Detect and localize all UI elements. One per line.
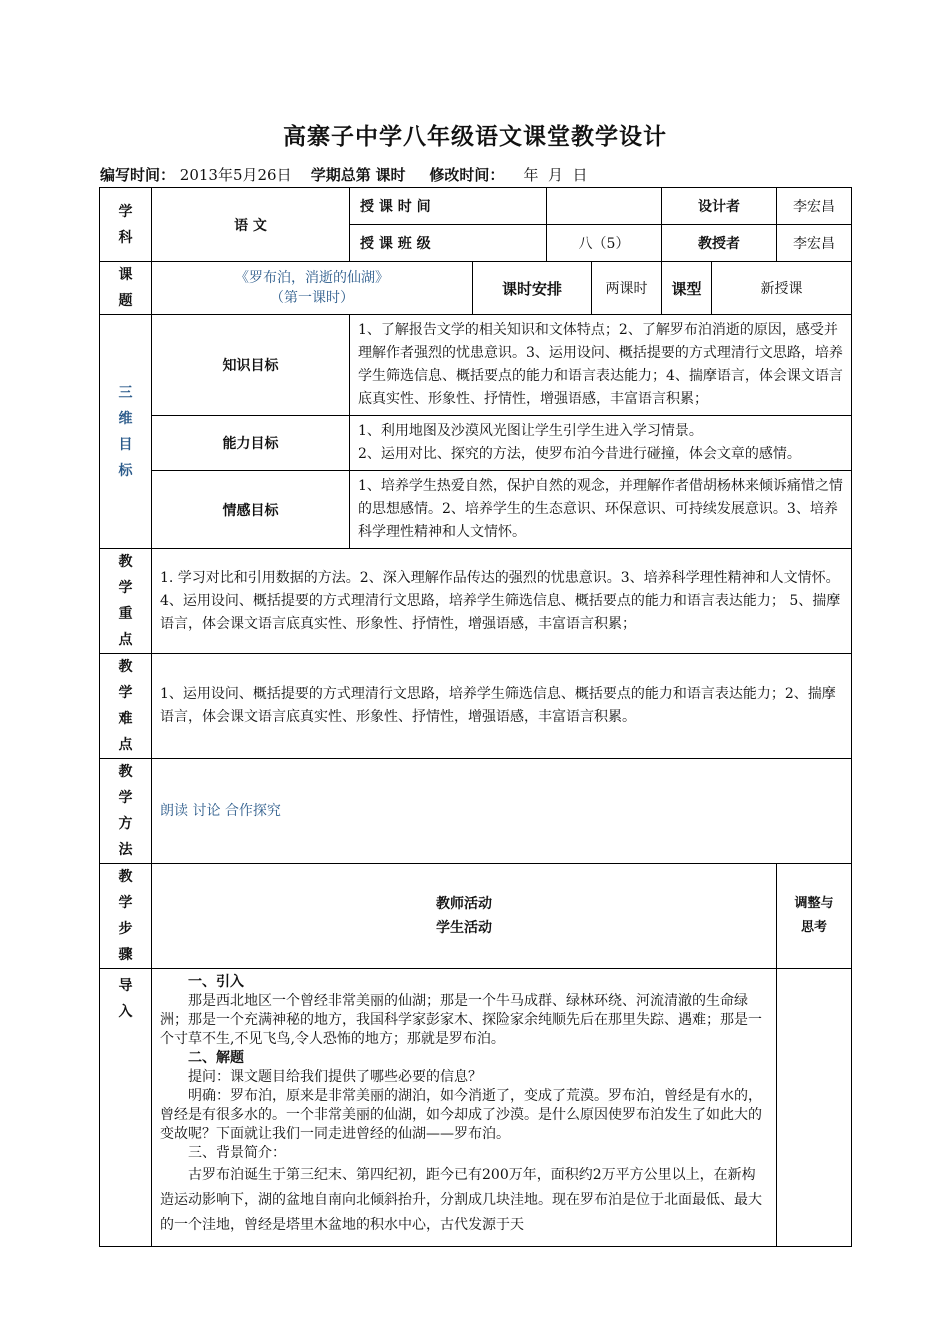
write-time-label: 编写时间： <box>100 166 176 184</box>
adjust-line-2: 思考 <box>800 920 827 935</box>
key-points-text: 1. 学习对比和引用数据的方法。2、深入理解作品传达的强烈的忧患意识。3、培养科学理性精神和人文情怀。4、运用设问、概括提要的方式理清行文思路，培养学生筛选信息、概括要点的能力和语言表达能力； 5、揣摩语言，体会课文语言底真实性、形象性、抒情性，增强语感，丰富语言积累； <box>152 549 852 654</box>
adjust-line-1: 调整与 <box>794 896 834 911</box>
designer-value: 李宏昌 <box>777 188 852 225</box>
goals-label-cell <box>100 315 152 549</box>
teacher-value: 李宏昌 <box>777 225 852 262</box>
intro-paragraph-3: 明确：罗布泊，原来是非常美丽的湖泊，如今消逝了，变成了荒漠。罗布泊，曾经是有水的，曾经是有很多水的。一个非常美丽的仙湖，如今却成了沙漠。是什么原因使罗布泊发生了如此大的变故呢？下面就让我们一同走进曾经的仙湖——罗布泊。 <box>160 1088 762 1142</box>
page-title: 高寨子中学八年级语文课堂教学设计 <box>283 124 667 150</box>
student-activity-label: 学生活动 <box>436 920 492 936</box>
goals-label: 三维目标 <box>118 384 133 479</box>
intro-label: 导入 <box>118 978 133 1020</box>
intro-paragraph-1: 那是西北地区一个曾经非常美丽的仙湖；那是一个牛马成群、绿林环绕、河流清澈的生命绿洲；那是一个充满神秘的地方，我国科学家彭家木、探险家余纯顺先后在那里失踪、遇难；那是一个寸草不生,不见飞鸟,令人恐怖的地方；那就是罗布泊。 <box>160 993 762 1047</box>
time-label: 授 课 时 间 <box>350 188 547 225</box>
intro-heading-2: 二、解题 <box>188 1050 244 1066</box>
steps-label: 教学步骤 <box>118 869 133 963</box>
subject-value: 语 文 <box>152 188 350 262</box>
intro-label-cell <box>100 969 152 1247</box>
modify-value: 年 月 日 <box>523 166 588 184</box>
emotion-label: 情感目标 <box>152 471 350 549</box>
methods-label-cell <box>100 759 152 864</box>
type-label: 课型 <box>662 262 712 315</box>
topic-label: 课题 <box>118 267 133 309</box>
intro-heading-1: 一、引入 <box>188 974 244 990</box>
lesson-plan-table <box>99 187 852 1247</box>
arrange-label: 课时安排 <box>473 262 592 315</box>
difficulties-text: 1、运用设问、概括提要的方式理清行文思路，培养学生筛选信息、概括要点的能力和语言表达能力；2、揣摩语言，体会课文语言底真实性、形象性、抒情性，增强语感，丰富语言积累。 <box>152 654 852 759</box>
term-label: 学期总第 <box>310 166 371 184</box>
key-points-label: 教学重点 <box>118 554 133 648</box>
teacher-activity-label: 教师活动 <box>436 896 492 912</box>
designer-label: 设计者 <box>662 188 777 225</box>
intro-heading-3: 三、背景简介： <box>188 1145 286 1161</box>
class-value: 八（5） <box>547 225 662 262</box>
adjust-header <box>777 864 852 969</box>
knowledge-label: 知识目标 <box>152 315 350 416</box>
modify-label: 修改时间： <box>429 166 505 184</box>
topic-title: 《罗布泊，消逝的仙湖》 <box>235 270 389 286</box>
class-label: 授 课 班 级 <box>350 225 547 262</box>
topic-label-cell <box>100 262 152 315</box>
type-value: 新授课 <box>712 262 852 315</box>
subject-label-cell <box>100 188 152 262</box>
activities-header <box>152 864 777 969</box>
ability-line-1: 1、利用地图及沙漠风光图让学生引学生进入学习情景。 <box>358 423 703 439</box>
intro-paragraph-4: 古罗布泊诞生于第三纪末、第四纪初，距今已有200万年，面积约2万平方公里以上，在新构造运动影响下，湖的盆地自南向北倾斜抬升，分割成几块洼地。现在罗布泊是位于北面最低、最大的一个洼地，曾经是塔里木盆地的积水中心，古代发源于天 <box>160 1167 762 1233</box>
intro-content <box>152 969 777 1247</box>
time-value <box>547 188 662 225</box>
knowledge-text: 1、了解报告文学的相关知识和文体特点；2、了解罗布泊消逝的原因，感受并理解作者强烈的忧患意识。3、运用设问、概括提要的方式理清行文思路，培养学生筛选信息、概括要点的能力和语言表达能力；4、揣摩语言，体会课文语言底真实性、形象性、抒情性，增强语感，丰富语言积累； <box>350 315 852 416</box>
emotion-text: 1、培养学生热爱自然，保护自然的观念，并理解作者借胡杨林来倾诉痛惜之情的思想感情。2、培养学生的生态意识、环保意识、可持续发展意识。3、培养科学理性精神和人文情怀。 <box>350 471 852 549</box>
difficulties-label-cell <box>100 654 152 759</box>
arrange-value: 两课时 <box>592 262 662 315</box>
ability-text <box>350 416 852 471</box>
difficulties-label: 教学难点 <box>118 659 133 753</box>
write-time-value: 2013年5月26日 <box>179 166 292 184</box>
ability-line-2: 2、运用对比、探究的方法，使罗布泊今昔进行碰撞，体会文章的感情。 <box>358 446 801 462</box>
methods-label: 教学方法 <box>118 764 133 858</box>
ability-label: 能力目标 <box>152 416 350 471</box>
lesson-label: 课时 <box>375 166 406 184</box>
topic-subtitle: （第一课时） <box>270 290 354 306</box>
key-points-label-cell <box>100 549 152 654</box>
intro-paragraph-2: 提问：课文题目给我们提供了哪些必要的信息？ <box>188 1069 482 1085</box>
intro-adjust-cell <box>777 969 852 1247</box>
methods-text: 朗读 讨论 合作探究 <box>152 759 852 864</box>
meta-line <box>100 164 588 185</box>
subject-label: 学科 <box>118 203 133 246</box>
topic-value <box>152 262 473 315</box>
steps-label-cell <box>100 864 152 969</box>
teacher-label: 教授者 <box>662 225 777 262</box>
